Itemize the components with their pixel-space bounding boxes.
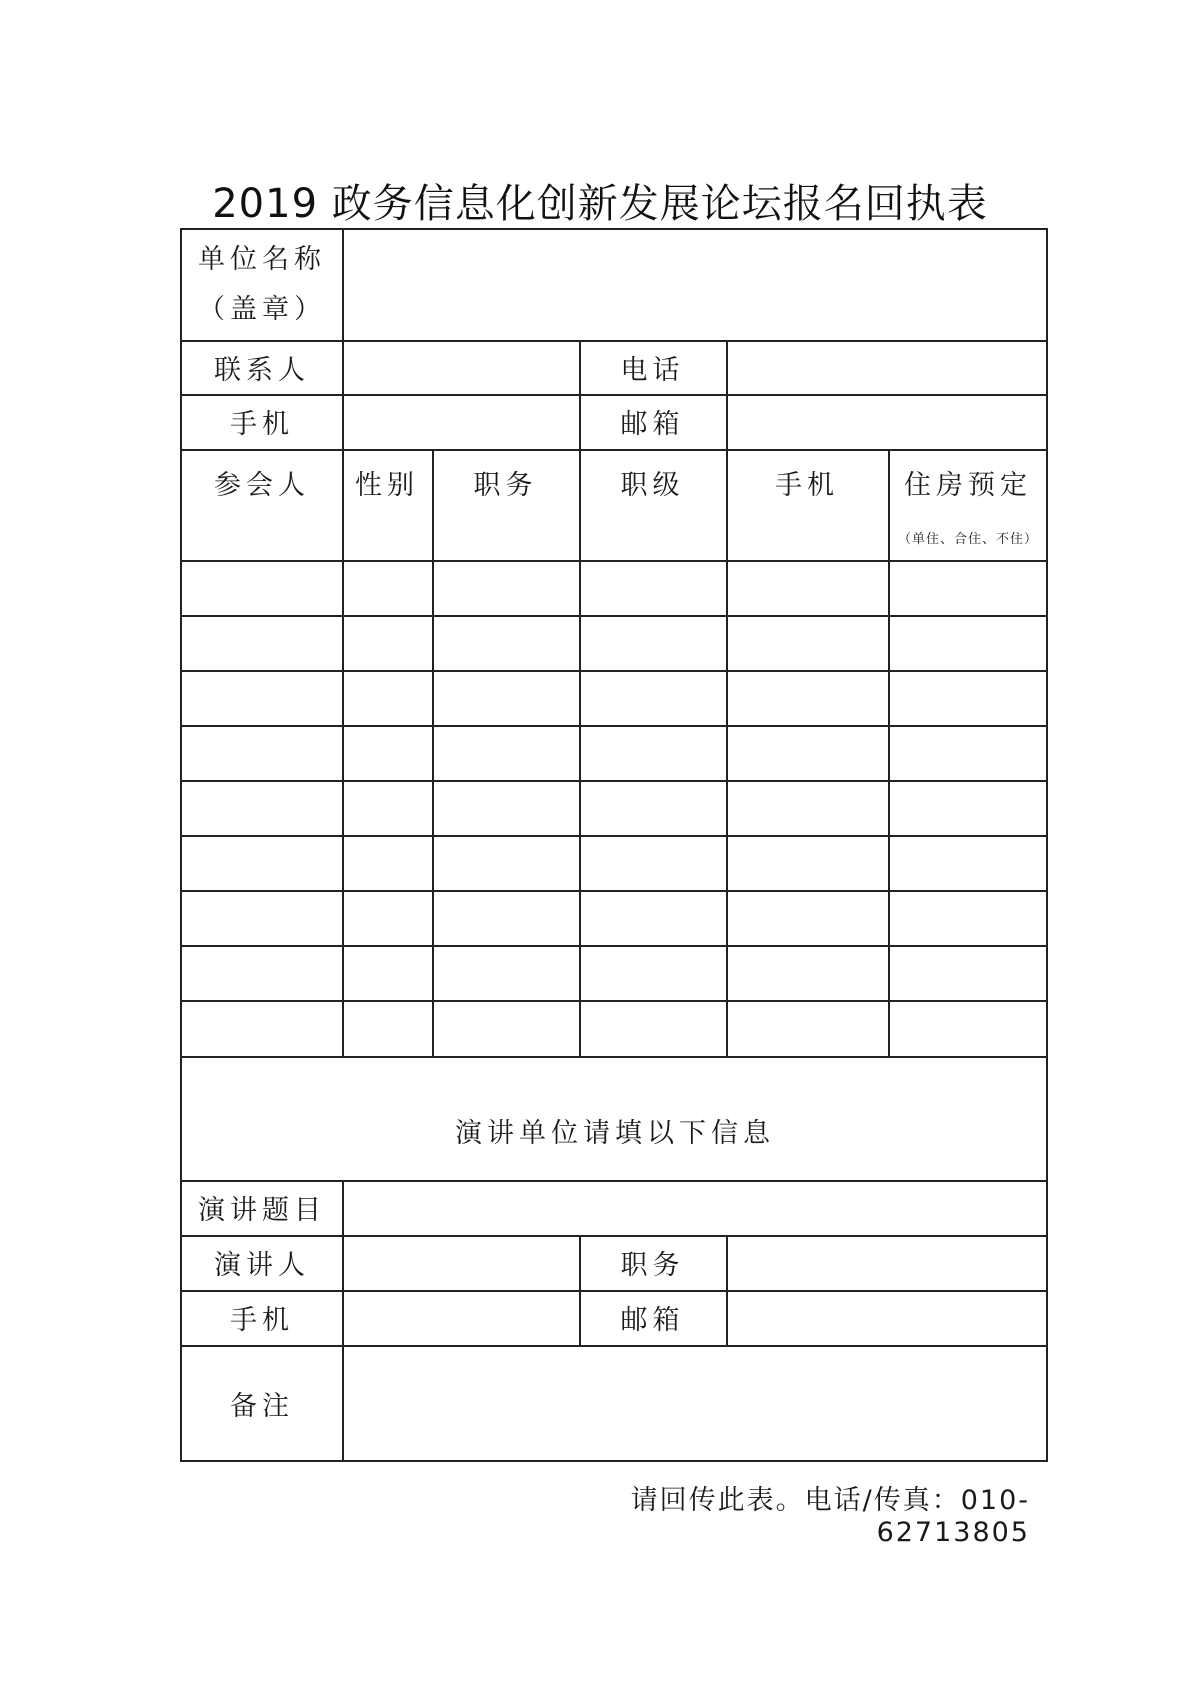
row-divider (182, 890, 1048, 892)
mobile-field[interactable] (344, 394, 579, 449)
row-divider (182, 615, 1048, 617)
email-label: 邮箱 (620, 409, 685, 440)
registration-form (180, 228, 1048, 1462)
row-divider (182, 1056, 1048, 1058)
mobile-header: 手机 (775, 469, 839, 501)
unit-name-label (182, 230, 342, 340)
row-divider (182, 1000, 1048, 1002)
speaker-mobile-field[interactable] (344, 1290, 579, 1345)
footer-note: 请回传此表。电话/传真：010-62713805 (630, 1485, 1030, 1548)
phone-label: 电话 (620, 354, 685, 386)
speech-section-title: 演讲单位请填以下信息 (455, 1117, 775, 1149)
mobile-label: 手机 (230, 409, 294, 440)
speech-topic-label: 演讲题目 (198, 1195, 326, 1226)
unit-name-field[interactable] (344, 230, 1046, 340)
row-divider (182, 670, 1048, 672)
col-divider (432, 449, 434, 1056)
rank-header: 职级 (620, 469, 685, 501)
speaker-mobile-label: 手机 (230, 1305, 294, 1336)
speaker-position-label: 职务 (620, 1250, 685, 1281)
housing-note: （单住、合住、不住） (897, 531, 1038, 547)
unit-name-label-line2: （盖章） (198, 294, 326, 325)
gender-header: 性别 (355, 469, 419, 501)
form-title: 2019 政务信息化创新发展论坛报名回执表 (212, 181, 988, 227)
speaker-position-field[interactable] (728, 1235, 1048, 1290)
row-divider (182, 560, 1048, 562)
col-divider (579, 449, 581, 1056)
speaker-email-field[interactable] (728, 1290, 1048, 1345)
speaker-label: 演讲人 (214, 1250, 310, 1281)
remarks-field[interactable] (344, 1345, 1046, 1462)
remarks-label: 备注 (230, 1391, 294, 1422)
contact-field[interactable] (344, 340, 579, 394)
position-header: 职务 (473, 469, 538, 501)
email-field[interactable] (728, 394, 1048, 449)
phone-field[interactable] (728, 340, 1048, 394)
row-divider (182, 835, 1048, 837)
speaker-field[interactable] (344, 1235, 579, 1290)
row-divider (182, 945, 1048, 947)
attendee-header: 参会人 (214, 469, 310, 501)
speech-topic-field[interactable] (344, 1180, 1046, 1235)
housing-header: 住房预定 (904, 469, 1032, 501)
row-divider (182, 780, 1048, 782)
contact-label: 联系人 (214, 354, 310, 386)
row-divider (182, 725, 1048, 727)
speaker-email-label: 邮箱 (620, 1305, 685, 1336)
unit-name-label-line1: 单位名称 (198, 244, 326, 275)
